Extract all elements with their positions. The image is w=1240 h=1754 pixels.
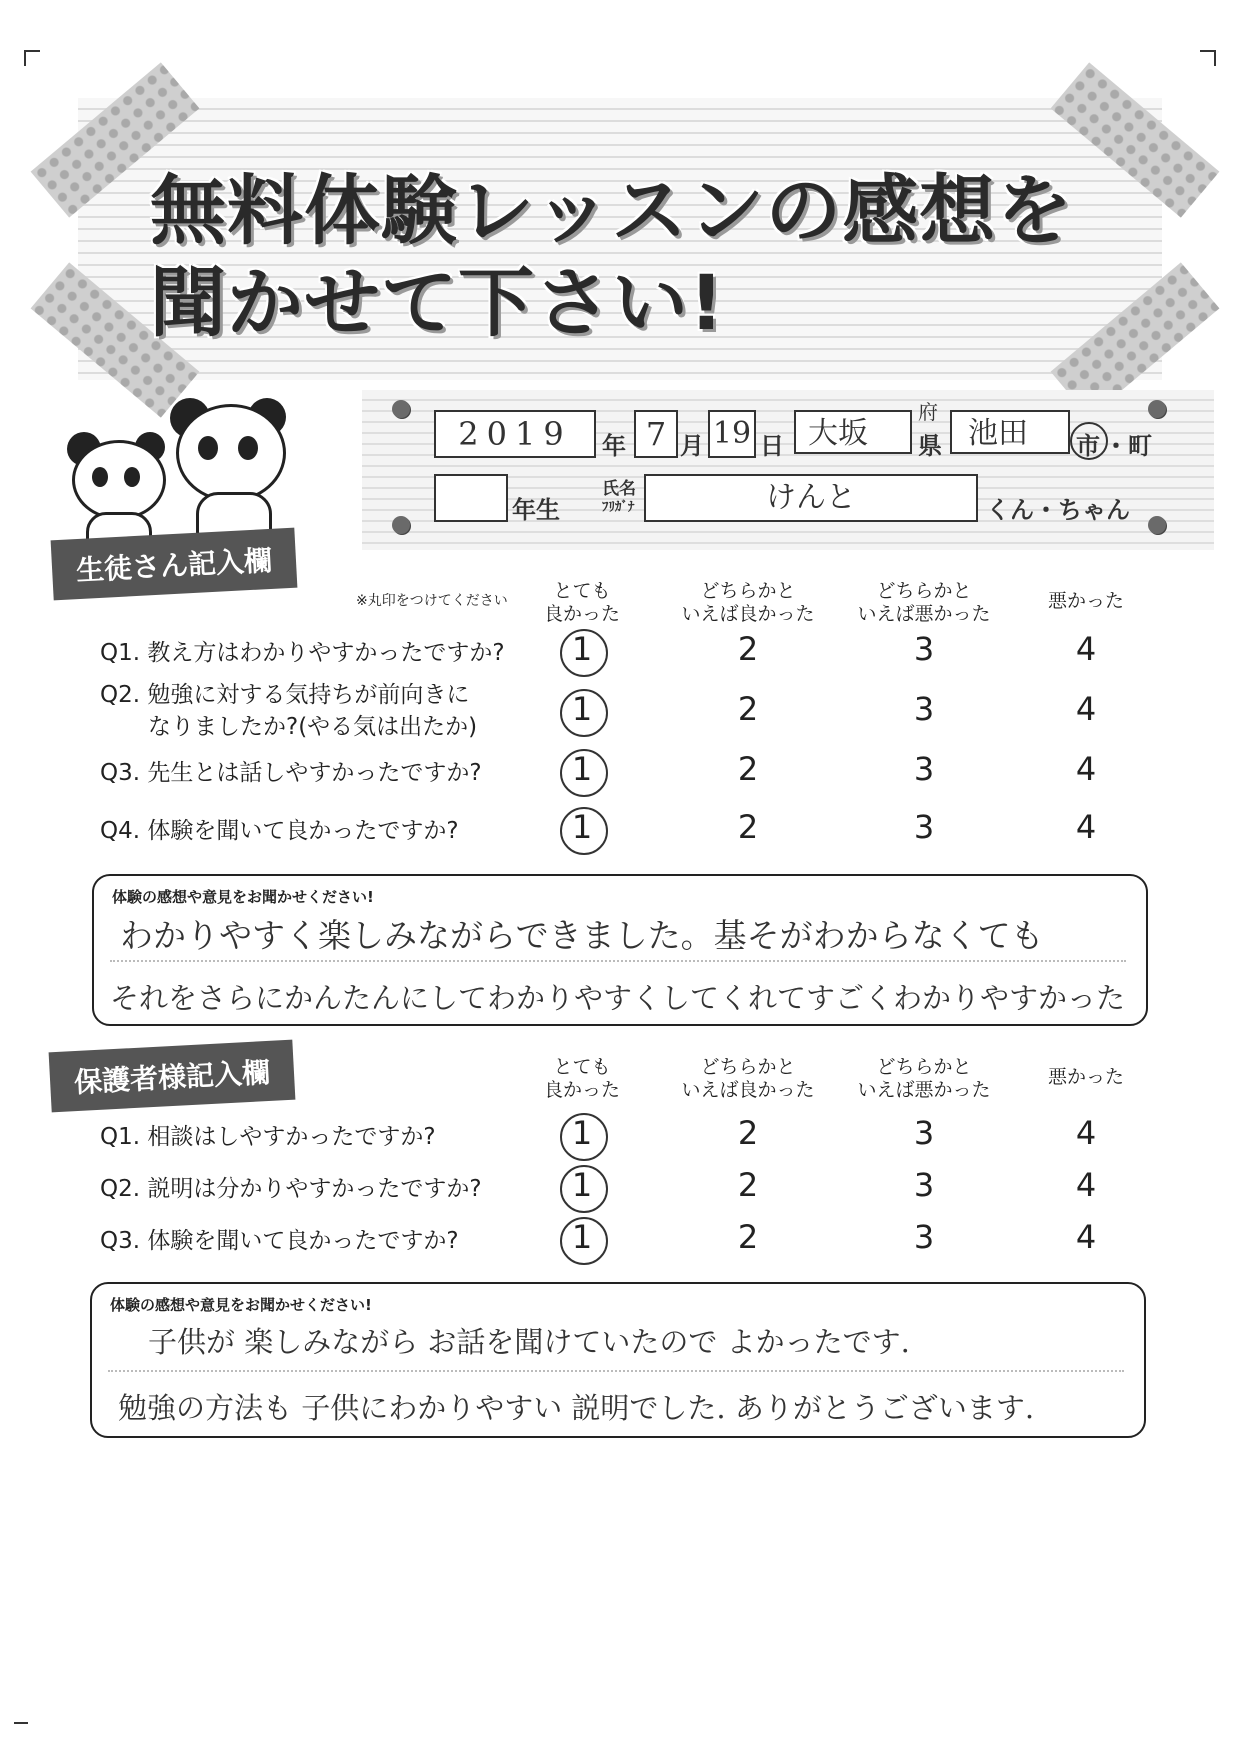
parent-comment-line1[interactable]: 子供が 楽しみながら お話を聞けていたので よかったです. [148, 1325, 910, 1359]
rating-option-3[interactable]: 3 [913, 808, 935, 846]
student-section-tab: 生徒さん記入欄 [51, 528, 298, 601]
parent-comment-line2[interactable]: 勉強の方法も 子供にわかりやすい 説明でした. ありがとうございます. [118, 1391, 1035, 1425]
crop-mark-bottom-left [14, 1722, 28, 1724]
column-header: どちらかと いえば悪かった [857, 580, 991, 625]
honorific-label: くん・ちゃん [986, 496, 1130, 524]
question-text-continued: なりましたか?(やる気は出たか) [148, 714, 478, 740]
rating-option-1[interactable]: 1 [571, 1166, 593, 1204]
column-header: 悪かった [1047, 590, 1124, 612]
column-header: とても 良かった [543, 580, 620, 625]
rating-option-3[interactable]: 3 [913, 750, 935, 788]
pin-icon [392, 516, 410, 534]
crop-mark-top-right [1200, 50, 1216, 66]
question-text: Q1. 教え方はわかりやすかったですか? [100, 640, 505, 666]
town-label: ・町 [1104, 432, 1152, 460]
question-text: Q3. 先生とは話しやすかったですか? [100, 760, 482, 786]
question-text: Q2. 説明は分かりやすかったですか? [100, 1176, 482, 1202]
name-furigana-label: ﾌﾘｶﾞﾅ [602, 500, 635, 515]
rating-option-4[interactable]: 4 [1075, 1166, 1097, 1204]
rating-option-4[interactable]: 4 [1075, 630, 1097, 668]
student-comment-line2[interactable]: それをさらにかんたんにしてわかりやすくしてくれてすごくわかりやすかった [110, 981, 1126, 1015]
rating-option-4[interactable]: 4 [1075, 750, 1097, 788]
selected-circle-mark [560, 1217, 608, 1265]
selected-circle-mark [560, 629, 608, 677]
rating-option-2[interactable]: 2 [737, 750, 759, 788]
column-header: どちらかと いえば良かった [681, 580, 815, 625]
student-comment-line1[interactable]: わかりやすく楽しみながらできました。基そがわからなくても [120, 916, 1044, 955]
circle-instruction-note: ※丸印をつけてください [356, 593, 508, 609]
crop-mark-top-left [24, 50, 40, 66]
parent-comment-label: 体験の感想や意見をお聞かせください! [110, 1296, 372, 1314]
selected-circle-mark [560, 807, 608, 855]
rating-option-4[interactable]: 4 [1075, 690, 1097, 728]
page-title-line1: 無料体験レッスンの感想を [150, 166, 1074, 255]
prefecture-label: 県 [918, 432, 942, 460]
pin-icon [1148, 516, 1166, 534]
year-label: 年 [602, 432, 626, 460]
pin-icon [1148, 400, 1166, 418]
rating-option-3[interactable]: 3 [913, 630, 935, 668]
selected-circle-mark [560, 1113, 608, 1161]
divider [108, 1370, 1124, 1372]
rating-option-1[interactable]: 1 [571, 630, 593, 668]
rating-option-2[interactable]: 2 [737, 1218, 759, 1256]
prefecture-label-top: 府 [918, 400, 938, 424]
city-label: 市 [1076, 432, 1100, 460]
parent-section-tab: 保護者様記入欄 [49, 1040, 296, 1113]
month-label: 月 [680, 432, 704, 460]
page-title-line2: 聞かせて下さい! [150, 258, 725, 347]
student-comment-label: 体験の感想や意見をお聞かせください! [112, 888, 374, 906]
city-field[interactable]: 池田 [950, 410, 1070, 454]
name-label: 氏名 [602, 479, 636, 499]
prefecture-field[interactable]: 大坂 [794, 410, 912, 454]
rating-option-3[interactable]: 3 [913, 1166, 935, 1204]
rating-option-2[interactable]: 2 [737, 808, 759, 846]
year-field[interactable]: 2019 [434, 410, 596, 458]
name-field[interactable]: けんと [644, 474, 978, 522]
day-field[interactable]: 19 [708, 410, 756, 458]
rating-option-1[interactable]: 1 [571, 690, 593, 728]
rating-option-2[interactable]: 2 [737, 1166, 759, 1204]
pin-icon [392, 400, 410, 418]
rating-option-2[interactable]: 2 [737, 1114, 759, 1152]
rating-option-3[interactable]: 3 [913, 1114, 935, 1152]
divider [110, 960, 1126, 962]
rating-option-4[interactable]: 4 [1075, 1218, 1097, 1256]
rating-option-4[interactable]: 4 [1075, 808, 1097, 846]
rating-option-1[interactable]: 1 [571, 750, 593, 788]
month-field[interactable]: 7 [634, 410, 678, 458]
column-header: どちらかと いえば悪かった [857, 1056, 991, 1101]
rating-option-4[interactable]: 4 [1075, 1114, 1097, 1152]
selected-circle-mark [560, 749, 608, 797]
question-text: Q3. 体験を聞いて良かったですか? [100, 1228, 459, 1254]
question-text: Q4. 体験を聞いて良かったですか? [100, 818, 459, 844]
question-text: Q1. 相談はしやすかったですか? [100, 1124, 436, 1150]
rating-option-3[interactable]: 3 [913, 1218, 935, 1256]
city-selected-circle [1070, 422, 1108, 460]
selected-circle-mark [560, 1165, 608, 1213]
rating-option-1[interactable]: 1 [571, 1218, 593, 1256]
rating-option-1[interactable]: 1 [571, 1114, 593, 1152]
grade-field[interactable] [434, 474, 508, 522]
grade-label: 年生 [512, 496, 560, 524]
selected-circle-mark [560, 689, 608, 737]
rating-option-1[interactable]: 1 [571, 808, 593, 846]
column-header: どちらかと いえば良かった [681, 1056, 815, 1101]
question-text: Q2. 勉強に対する気持ちが前向きに [100, 682, 470, 708]
day-label: 日 [760, 432, 784, 460]
rating-option-2[interactable]: 2 [737, 630, 759, 668]
rating-option-2[interactable]: 2 [737, 690, 759, 728]
rating-option-3[interactable]: 3 [913, 690, 935, 728]
column-header: とても 良かった [543, 1056, 620, 1101]
column-header: 悪かった [1047, 1066, 1124, 1088]
